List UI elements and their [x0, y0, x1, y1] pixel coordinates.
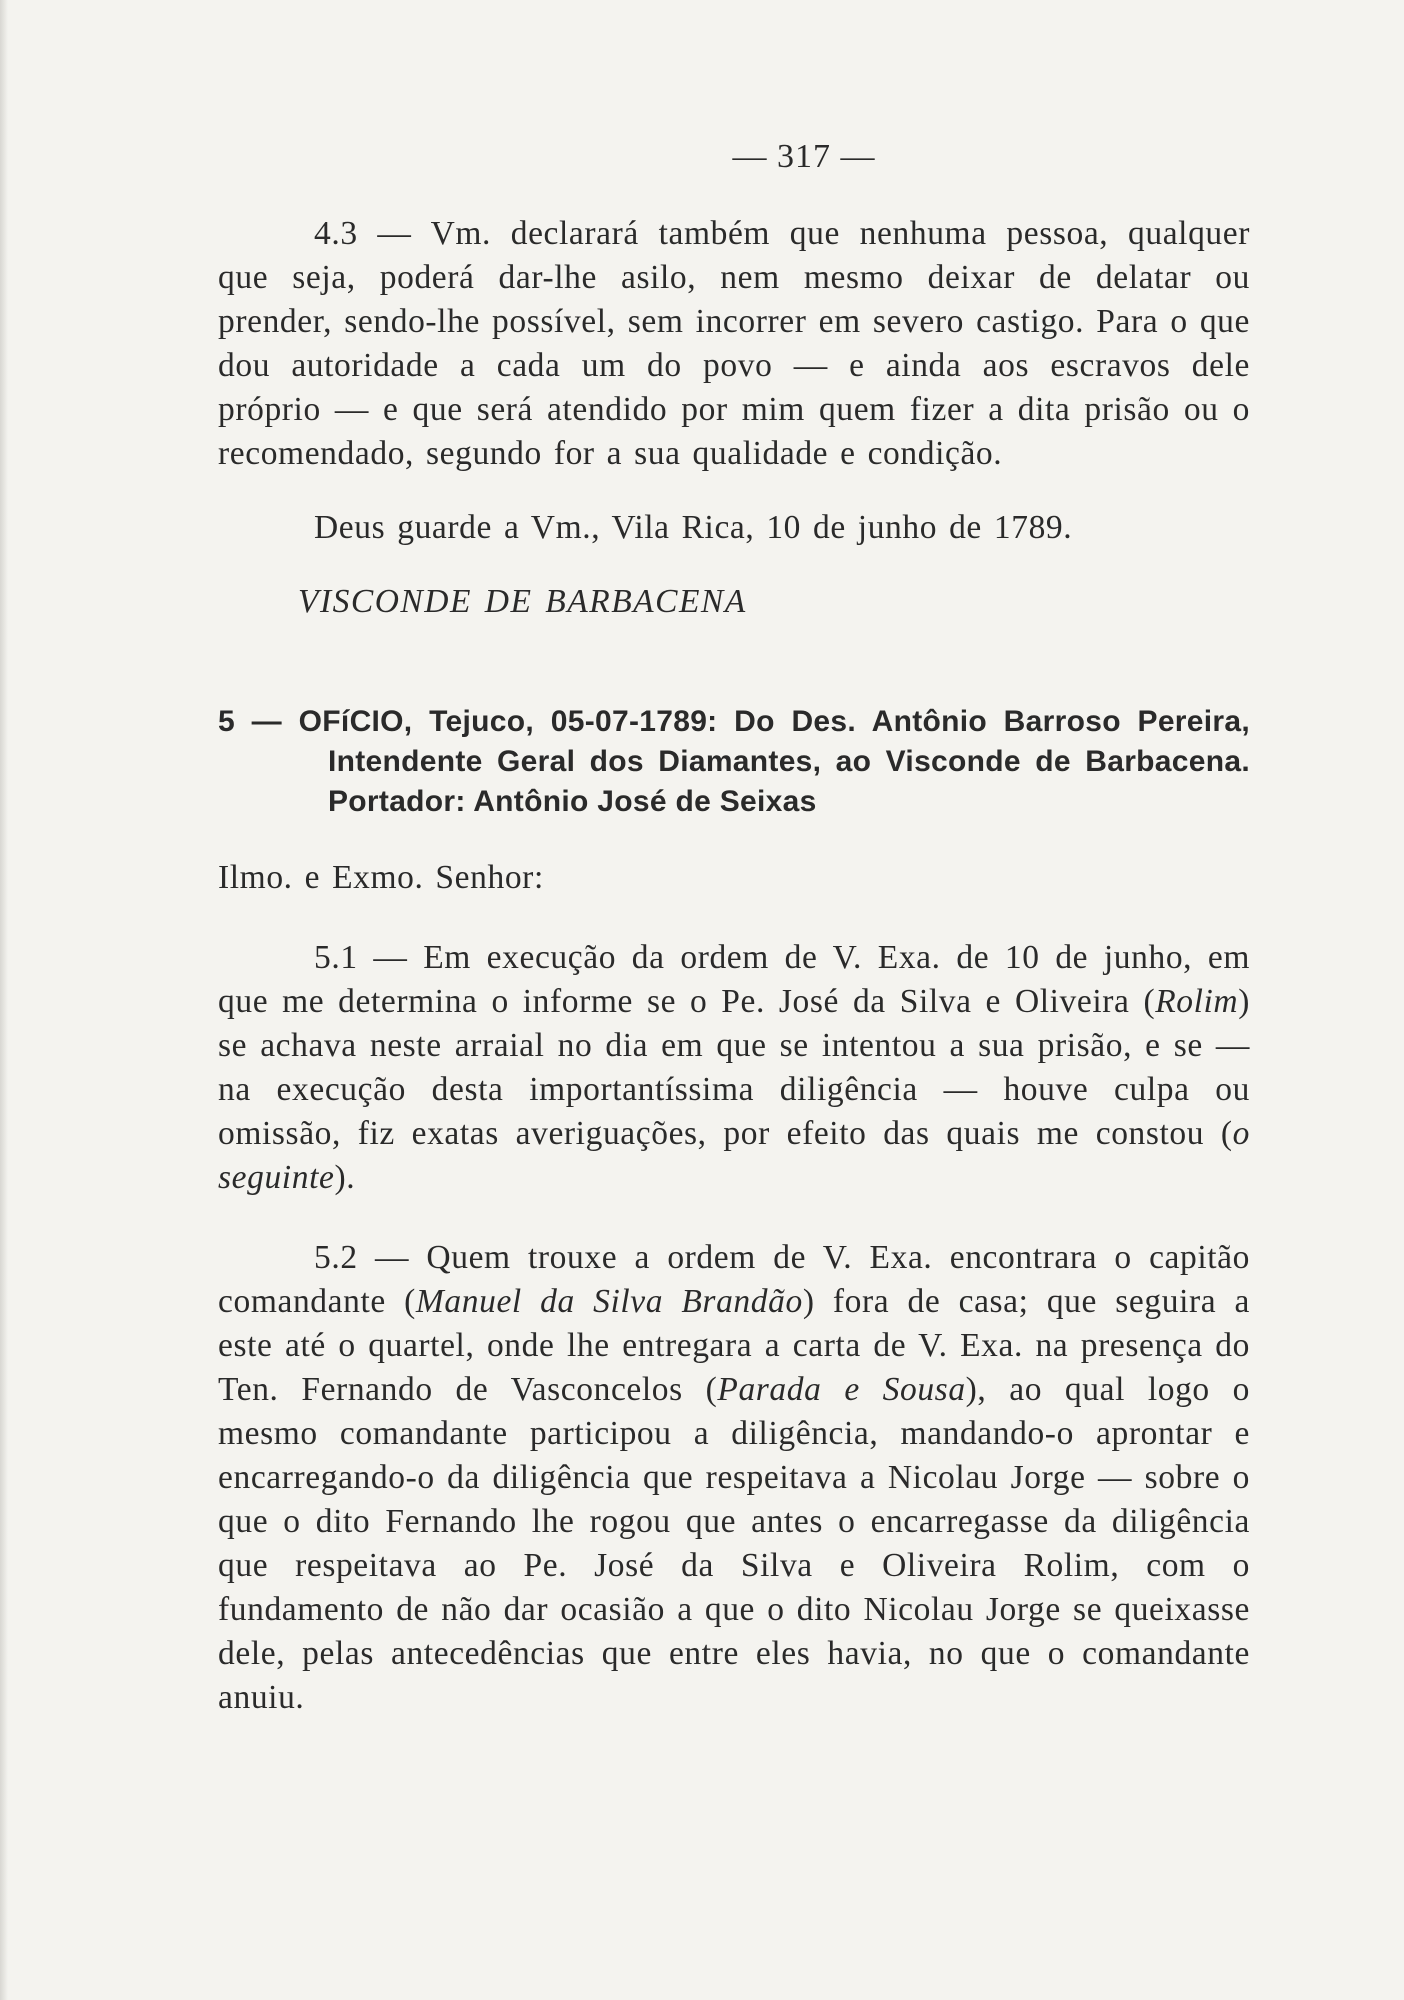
- paragraph-5-1-text-b: ) se achava neste arraial no dia em que se intentou a sua prisão, e se — na execução desta importantíssima diligência — houve culpa ou omissão, fiz exatas averiguações, por efeito das quais me constou (: [218, 983, 1250, 1152]
- paragraph-5-2-text-c: ), ao qual logo o mesmo comandante participou a diligência, mandando-o aprontar e encarregando-o da diligência que respeitava a Nicolau Jorge — sobre o que o dito Fernando lhe rogou que antes o encarregasse da diligência que respeitava ao Pe. José da Silva e Oliveira Rolim, com o fundamento de não dar ocasião a que o dito Nicolau Jorge se queixasse dele, pelas antecedências que entre eles havia, no que o comandante anuiu.: [218, 1371, 1250, 1716]
- salutation: Ilmo. e Exmo. Senhor:: [218, 859, 544, 896]
- page-number: — 317 —: [732, 138, 876, 175]
- paragraph-5-2-italic-parada: Parada e Sousa: [717, 1371, 966, 1408]
- closing-line: Deus guarde a Vm., Vila Rica, 10 de junho de 1789.: [314, 509, 1073, 546]
- paragraph-5-1-text-c: ).: [334, 1159, 356, 1196]
- book-page: [218, 138, 1250, 1720]
- paragraph-5-2-italic-brandao: Manuel da Silva Brandão: [415, 1283, 803, 1320]
- paragraph-5-2-text-b: ) fora de casa; que seguira a este até o quartel, onde lhe entregara a carta de V. Exa. na presença do Ten. Fernando de Vasconcelos (: [218, 1283, 1250, 1408]
- paragraph-5-2-text-a: 5.2 — Quem trouxe a ordem de V. Exa. encontrara o capitão comandante (: [218, 1239, 1250, 1320]
- paragraph-5-1: [218, 936, 1250, 1200]
- paragraph-5-1-italic-rolim: Rolim: [1155, 983, 1239, 1020]
- paragraph-5-1-text-a: 5.1 — Em execução da ordem de V. Exa. de 10 de junho, em que me determina o informe se o Pe. José da Silva e Oliveira (: [218, 939, 1250, 1020]
- paragraph-5-2: [218, 1236, 1250, 1720]
- document-5-heading: 5 — OFíCIO, Tejuco, 05-07-1789: Do Des. Antônio Barroso Pereira, Intendente Geral dos Diamantes, ao Visconde de Barbacena. Portador: Antônio José de Seixas: [218, 705, 1250, 818]
- page-edge-shadow: [0, 0, 8, 2000]
- signature: VISCONDE DE BARBACENA: [298, 583, 747, 620]
- paragraph-4-3: 4.3 — Vm. declarará também que nenhuma pessoa, qualquer que seja, poderá dar-lhe asilo, nem mesmo deixar de delatar ou prender, sendo-lhe possível, sem incorrer em severo castigo. Para o que dou autoridade a cada um do povo — e ainda aos escravos dele próprio — e que será atendido por mim quem fizer a dita prisão ou o recomendado, segundo for a sua qualidade e condição.: [218, 215, 1250, 472]
- paragraph-5-1-italic-seguinte: o seguinte: [218, 1115, 1250, 1196]
